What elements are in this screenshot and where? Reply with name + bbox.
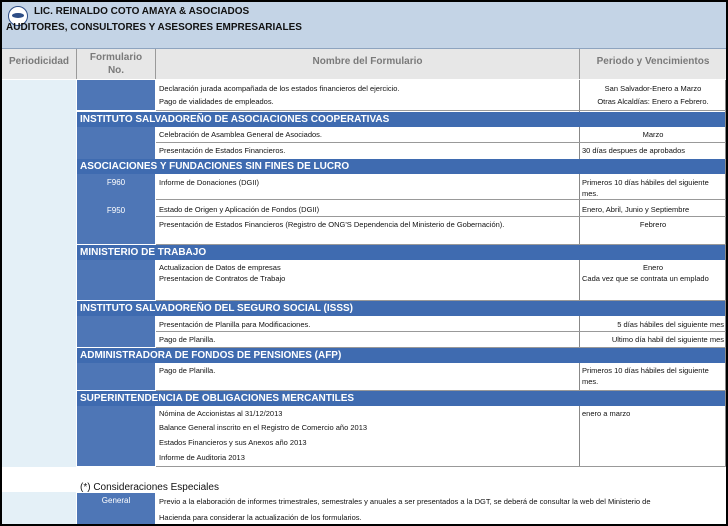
form-period: Febrero bbox=[639, 220, 667, 229]
grid-line bbox=[156, 216, 726, 217]
special-considerations-title: (*) Consideraciones Especiales bbox=[80, 482, 219, 493]
form-name: Declaración jurada acompañada de los estados financieros del ejercicio. bbox=[159, 84, 400, 93]
grid-line bbox=[156, 331, 726, 332]
grid-line bbox=[156, 466, 726, 467]
general-label-text: General bbox=[101, 496, 131, 505]
col-header-nombre[interactable]: Nombre del Formulario bbox=[156, 49, 580, 79]
form-period: San Salvador-Enero a Marzo bbox=[604, 84, 702, 93]
form-cell bbox=[77, 127, 155, 159]
form-cell bbox=[77, 80, 155, 110]
periodicidad-column-footer bbox=[2, 492, 76, 524]
header-banner bbox=[2, 2, 726, 49]
periodicidad-column bbox=[2, 80, 76, 467]
grid-line bbox=[579, 80, 580, 467]
form-period: Cada vez que se contrata un emplado bbox=[582, 274, 709, 283]
grid-line bbox=[156, 199, 726, 200]
firm-name: LIC. REINALDO COTO AMAYA & ASOCIADOS bbox=[34, 6, 250, 17]
grid-line bbox=[725, 80, 726, 467]
form-period-cont: mes. bbox=[582, 377, 599, 386]
form-name: Presentación de Estados Financieros. bbox=[159, 146, 286, 155]
form-name: Celebración de Asamblea General de Asociados. bbox=[159, 130, 323, 139]
form-name: Actualizacion de Datos de empresas bbox=[159, 263, 281, 272]
form-name: Presentacion de Contratos de Trabajo bbox=[159, 274, 286, 283]
firm-subtitle: AUDITORES, CONSULTORES Y ASESORES EMPRESARIALES bbox=[6, 22, 302, 33]
col-header-periodicidad[interactable]: Periodicidad bbox=[2, 49, 77, 79]
form-name: Informe de Donaciones (DGII) bbox=[159, 178, 260, 187]
form-period: Primeros 10 días hábiles del siguiente bbox=[582, 178, 709, 187]
form-period: enero a marzo bbox=[582, 409, 631, 418]
form-cell bbox=[77, 316, 155, 347]
form-name: Pago de Planilla. bbox=[159, 335, 216, 344]
form-period: Marzo bbox=[642, 130, 664, 139]
section-header-afp: ADMINISTRADORA DE FONDOS DE PENSIONES (AFP) bbox=[77, 348, 725, 363]
form-name: Balance General inscrito en el Registro de Comercio año 2013 bbox=[159, 423, 368, 432]
consideration-text-line2: Hacienda para considerar la actualización de los formularios. bbox=[159, 513, 362, 522]
form-name: Presentación de Planilla para Modificaciones. bbox=[159, 320, 311, 329]
form-name: Pago de Planilla. bbox=[159, 366, 216, 375]
section-header-isss: INSTITUTO SALVADOREÑO DEL SEGURO SOCIAL (ISSS) bbox=[77, 301, 725, 316]
form-period: 5 días hábiles del siguiente mes bbox=[617, 320, 724, 329]
form-name: Informe de Auditoria 2013 bbox=[159, 453, 245, 462]
section-header-ministerio-trabajo: MINISTERIO DE TRABAJO bbox=[77, 245, 725, 260]
form-period: Enero bbox=[642, 263, 663, 272]
form-name: Nómina de Accionistas al 31/12/2013 bbox=[159, 409, 283, 418]
form-period: Primeros 10 días hábiles del siguiente bbox=[582, 366, 709, 375]
form-period-cont: mes. bbox=[582, 189, 599, 198]
section-header-asociaciones: ASOCIACIONES Y FUNDACIONES SIN FINES DE LUCRO bbox=[77, 159, 725, 174]
col-header-formulario[interactable]: Formulario No. bbox=[77, 49, 156, 79]
consideration-text-line1: Previo a la elaboración de informes trimestrales, semestrales y anuales a ser presentados a la DGT, se deberá de consultar la web del Ministerio de bbox=[159, 497, 651, 506]
grid-line bbox=[156, 142, 726, 143]
form-name: Pago de vialidades de empleados. bbox=[159, 97, 274, 106]
form-cell bbox=[77, 363, 155, 390]
section-header-superintendencia: SUPERINTENDENCIA DE OBLIGACIONES MERCANTILES bbox=[77, 391, 725, 406]
form-period: Otras Alcaldías: Enero a Febrero. bbox=[597, 97, 709, 106]
form-cell bbox=[77, 174, 155, 244]
form-number-f960: F960 bbox=[106, 178, 126, 187]
form-name: Estado de Origen y Aplicación de Fondos (DGII) bbox=[159, 205, 320, 214]
form-name: Estados Financieros y sus Anexos año 2013 bbox=[159, 438, 307, 447]
form-cell bbox=[77, 260, 155, 300]
grid-line bbox=[156, 110, 726, 111]
form-number-f950: F950 bbox=[106, 206, 126, 215]
general-label bbox=[77, 493, 155, 524]
form-period: 30 días despues de aprobados bbox=[582, 146, 685, 155]
form-name: Presentación de Estados Financieros (Registro de ONG'S Dependencia del Ministerio de Gobernación). bbox=[159, 220, 505, 229]
section-header-cooperativas: INSTITUTO SALVADOREÑO DE ASOCIACIONES COOPERATIVAS bbox=[77, 112, 725, 127]
col-header-periodo[interactable]: Periodo y Vencimientos bbox=[580, 49, 726, 79]
form-period: Enero, Abril, Junio y Septiembre bbox=[582, 205, 690, 214]
form-cell bbox=[77, 406, 155, 466]
form-period: Ultimo día habil del siguiente mes bbox=[611, 335, 724, 344]
